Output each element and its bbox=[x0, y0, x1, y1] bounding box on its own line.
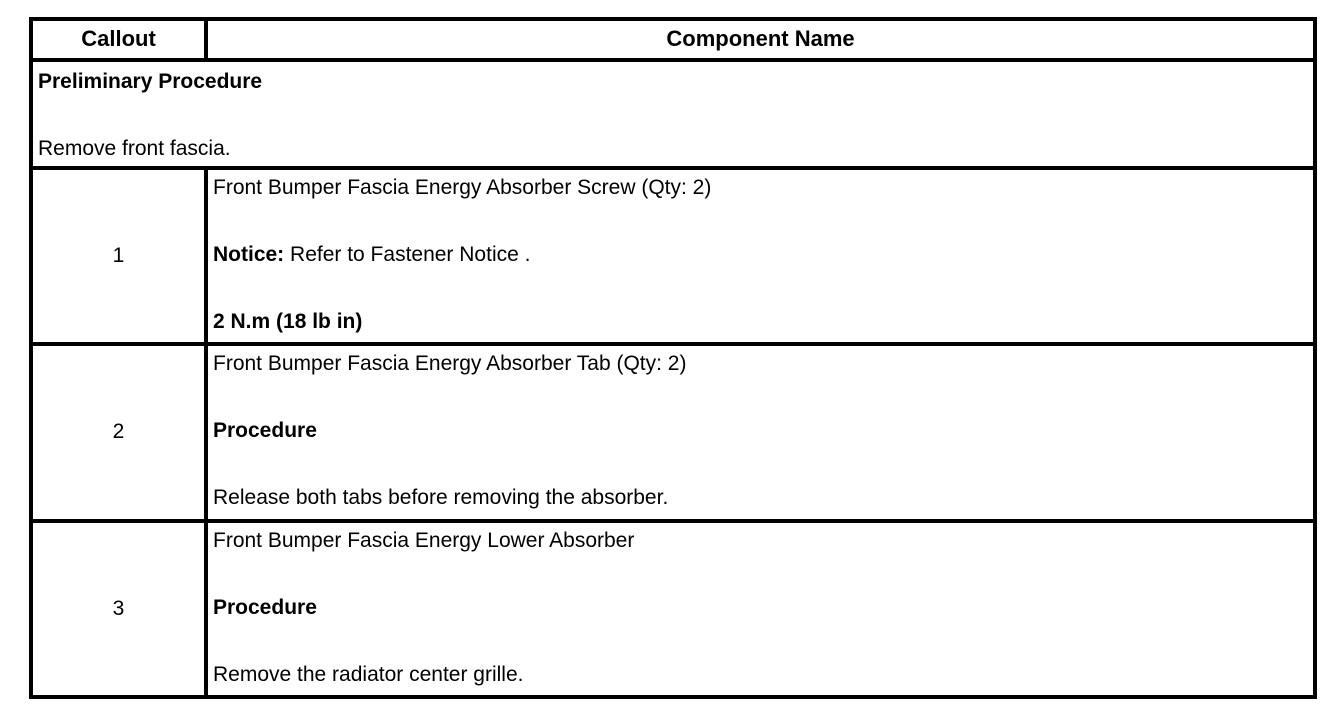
torque-spec: 2 N.m (18 lb in) bbox=[213, 309, 363, 333]
callout-cell: 3 bbox=[31, 521, 206, 697]
procedure-text: Remove the radiator center grille. bbox=[213, 662, 524, 686]
header-row bbox=[31, 19, 1315, 60]
callout-cell: 2 bbox=[31, 344, 206, 520]
callout-cell: 1 bbox=[31, 168, 206, 344]
header-component-name: Component Name bbox=[206, 19, 1315, 60]
preliminary-text: Remove front fascia. bbox=[38, 136, 231, 160]
component-name: Front Bumper Fascia Energy Absorber Screw (Qty: 2) bbox=[213, 175, 712, 199]
component-cell bbox=[206, 168, 1315, 344]
notice-line bbox=[213, 237, 1313, 304]
table-row bbox=[31, 168, 1315, 344]
component-cell bbox=[206, 344, 1315, 520]
table-row bbox=[31, 521, 1315, 697]
component-table bbox=[29, 17, 1317, 699]
procedure-label: Procedure bbox=[213, 595, 317, 619]
procedure-label: Procedure bbox=[213, 419, 317, 443]
preliminary-title: Preliminary Procedure bbox=[38, 69, 263, 93]
component-name: Front Bumper Fascia Energy Lower Absorber bbox=[213, 528, 635, 552]
header-callout: Callout bbox=[31, 19, 206, 60]
notice-text: Refer to Fastener Notice . bbox=[284, 242, 531, 266]
preliminary-row bbox=[31, 60, 1315, 168]
procedure-text: Release both tabs before removing the absorber. bbox=[213, 486, 669, 510]
component-cell bbox=[206, 521, 1315, 697]
notice-label: Notice: bbox=[213, 242, 285, 266]
table-row bbox=[31, 344, 1315, 520]
preliminary-cell bbox=[31, 60, 1315, 168]
component-name: Front Bumper Fascia Energy Absorber Tab (Qty: 2) bbox=[213, 352, 687, 376]
